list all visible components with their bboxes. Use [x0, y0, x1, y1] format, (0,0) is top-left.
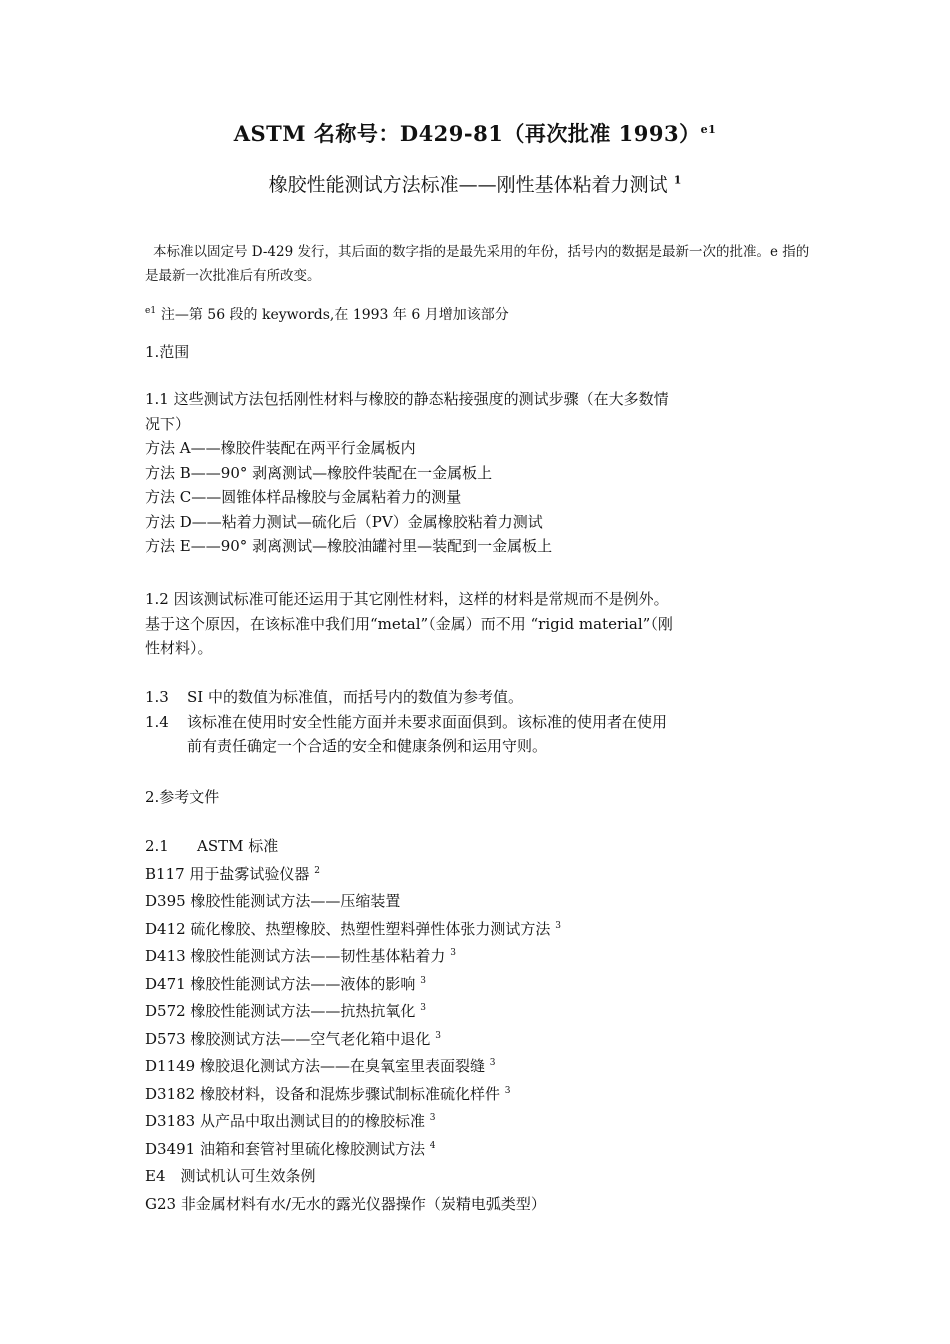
section-1-2: [145, 587, 810, 661]
reference-text: D1149 橡胶退化测试方法——在臭氧室里表面裂缝: [145, 1057, 485, 1075]
reference-item: [145, 1134, 810, 1162]
reference-text: D471 橡胶性能测试方法——液体的影响: [145, 974, 416, 993]
reference-item: [145, 969, 810, 997]
paragraph-1-4-line-2: 前有责任确定一个合适的安全和健康条例和运用守则。: [187, 737, 548, 755]
paragraph-1-1-line-1: 1.1 这些测试方法包括刚性材料与橡胶的静态粘接强度的测试步骤（在大多数情: [145, 390, 669, 408]
reference-footnote: 3: [420, 1003, 426, 1013]
subtitle-footnote-mark: 1: [673, 173, 682, 187]
reference-text: D413 橡胶性能测试方法——韧性基体粘着力: [145, 947, 446, 965]
subtitle-text: 橡胶性能测试方法标准——刚性基体粘着力测试: [268, 174, 668, 196]
paragraph-1-1-line-2: 况下）: [145, 414, 191, 433]
paragraph-1-4-number: 1.4: [145, 712, 169, 731]
paragraph-1-3-text: SI 中的数值为标准值，而括号内的数值为参考值。: [187, 688, 523, 706]
reference-item: [145, 1189, 810, 1217]
reference-item: [145, 996, 810, 1024]
method-e: 方法 E——90° 剥离测试—橡胶油罐衬里—装配到一金属板上: [145, 537, 553, 555]
paragraph-1-4-line-1: 该标准在使用时安全性能方面并未要求面面俱到。该标准的使用者在使用: [187, 712, 668, 731]
reference-text: D3183 从产品中取出测试目的的橡胶标准: [145, 1112, 425, 1130]
note-text: 注—第 56 段的 keywords,在 1993 年 6 月增加该部分: [160, 307, 509, 323]
reference-item: [145, 941, 810, 969]
reference-text: D412 硫化橡胶、热塑橡胶、热塑性塑料弹性体张力测试方法: [145, 919, 551, 938]
reference-text: G23 非金属材料有水/无水的露光仪器操作（炭精电弧类型）: [145, 1194, 546, 1213]
title-text: ASTM 名称号：D429-81（再次批准 1993）: [233, 121, 701, 146]
section-1-3-1-4: [145, 685, 810, 759]
paragraph-1-3: [145, 685, 810, 710]
reference-footnote: 3: [504, 1085, 511, 1096]
section-2-heading: 2.参考文件: [145, 788, 220, 806]
method-b: 方法 B——90° 剥离测试—橡胶件装配在一金属板上: [145, 463, 493, 482]
reference-footnote: 3: [555, 920, 561, 931]
reference-item: [145, 1106, 810, 1134]
reference-footnote: 3: [420, 975, 426, 986]
reference-footnote: 2: [314, 865, 320, 876]
note-superscript: e1: [145, 306, 157, 316]
document-title: [0, 118, 950, 148]
reference-footnote: 3: [429, 1113, 436, 1123]
note-line: [145, 304, 509, 324]
method-d: 方法 D——粘着力测试—硫化后（PV）金属橡胶粘着力测试: [145, 512, 543, 531]
title-superscript: e1: [700, 123, 717, 136]
reference-footnote: 3: [450, 948, 456, 958]
method-c: 方法 C——圆锥体样品橡胶与金属粘着力的测量: [145, 488, 462, 506]
reference-text: E4 测试机认可生效条例: [145, 1167, 316, 1185]
reference-text: D3182 橡胶材料，设备和混炼步骤试制标准硫化样件: [145, 1084, 500, 1103]
reference-text: D395 橡胶性能测试方法——压缩装置: [145, 892, 401, 910]
reference-item: [145, 886, 810, 914]
reference-footnote: 3: [489, 1058, 496, 1068]
section-1-1: [145, 387, 810, 559]
paragraph-1-4: [145, 710, 810, 735]
reference-text: D573 橡胶测试方法——空气老化箱中退化: [145, 1029, 431, 1048]
reference-text: B117 用于盐雾试验仪器: [145, 864, 310, 883]
reference-item: [145, 1051, 810, 1079]
reference-footnote: 4: [429, 1140, 436, 1151]
reference-item: [145, 1024, 810, 1052]
reference-text: D3491 油箱和套管衬里硫化橡胶测试方法: [145, 1139, 425, 1158]
method-a: 方法 A——橡胶件装配在两平行金属板内: [145, 439, 416, 457]
document-subtitle: [0, 170, 950, 197]
reference-item: [145, 859, 810, 887]
reference-item: [145, 914, 810, 942]
section-2-1: [145, 834, 810, 1216]
reference-footnote: 3: [435, 1030, 441, 1041]
subsection-2-1-title: ASTM 标准: [197, 837, 279, 855]
paragraph-1-2-line-3: 性材料）。: [145, 639, 213, 657]
paragraph-1-3-number: 1.3: [145, 688, 169, 706]
paragraph-1-2-line-1: 1.2 因该测试标准可能还运用于其它刚性材料，这样的材料是常规而不是例外。: [145, 590, 669, 608]
reference-item: [145, 1079, 810, 1107]
subsection-2-1-number: 2.1: [145, 837, 169, 855]
reference-text: D572 橡胶性能测试方法——抗热抗氧化: [145, 1002, 416, 1020]
subsection-2-1-heading: [145, 834, 810, 859]
section-1-heading: 1.范围: [145, 343, 190, 361]
intro-paragraph: 本标准以固定号 D-429 发行，其后面的数字指的是最先采用的年份，括号内的数据是最新一次的批准。e 指的是最新一次批准后有所改变。: [145, 244, 810, 284]
reference-item: [145, 1161, 810, 1189]
paragraph-1-2-line-2: 基于这个原因，在该标准中我们用“metal”（金属）而不用 “rigid material”（刚: [145, 614, 673, 633]
